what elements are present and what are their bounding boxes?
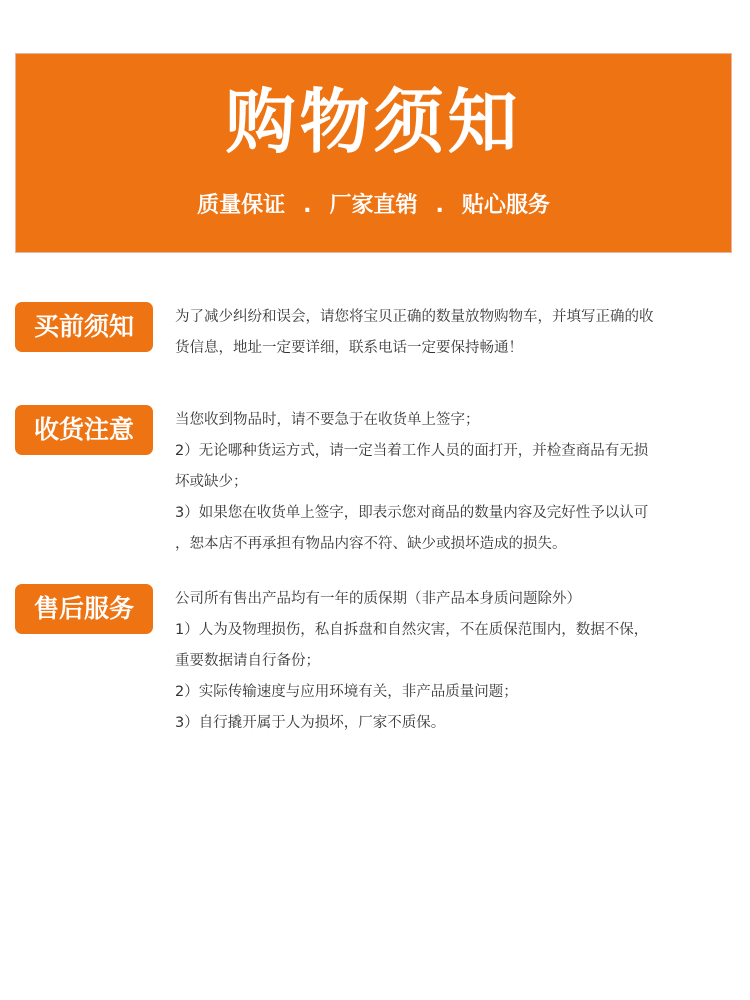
section-body — [175, 302, 730, 364]
section-line: 当您收到物品时，请不要急于在收货单上签字； — [175, 412, 480, 428]
section-badge: 售后服务 — [15, 584, 153, 634]
tagline-factory-direct: 厂家直销 — [329, 193, 418, 218]
section-badge: 收货注意 — [15, 405, 153, 455]
section-body — [175, 584, 730, 739]
section-body — [175, 405, 730, 560]
section-line: 2）无论哪种货运方式，请一定当着工作人员的面打开，并检查商品有无损 — [175, 443, 649, 459]
tagline-service: 贴心服务 — [461, 193, 550, 218]
section-line: 3）自行撬开属于人为损坏，厂家不质保。 — [175, 715, 446, 731]
header-banner — [15, 53, 732, 253]
tagline-separator: . — [435, 193, 444, 218]
section-line: 3）如果您在收货单上签字，即表示您对商品的数量内容及完好性予以认可 — [175, 505, 649, 521]
banner-tagline — [16, 191, 731, 221]
section-line: ，恕本店不再承担有物品内容不符、缺少或损坏造成的损失。 — [175, 536, 567, 552]
section-badge: 买前须知 — [15, 302, 153, 352]
page-title: 购物须知 — [225, 81, 522, 163]
tagline-separator: . — [303, 193, 312, 218]
section-line: 2）实际传输速度与应用环境有关，非产品质量问题； — [175, 684, 518, 700]
section-line: 公司所有售出产品均有一年的质保期（非产品本身质问题除外） — [175, 591, 581, 607]
tagline-quality: 质量保证 — [197, 193, 286, 218]
section-line: 1）人为及物理损伤，私自拆盘和自然灾害，不在质保范围内，数据不保， — [175, 622, 649, 638]
section-line: 坏或缺少； — [175, 474, 248, 490]
section-line: 重要数据请自行备份； — [175, 653, 320, 669]
section-line: 货信息，地址一定要详细，联系电话一定要保持畅通！ — [175, 340, 523, 356]
section-line: 为了减少纠纷和误会，请您将宝贝正确的数量放物购物车，并填写正确的收 — [175, 309, 654, 325]
